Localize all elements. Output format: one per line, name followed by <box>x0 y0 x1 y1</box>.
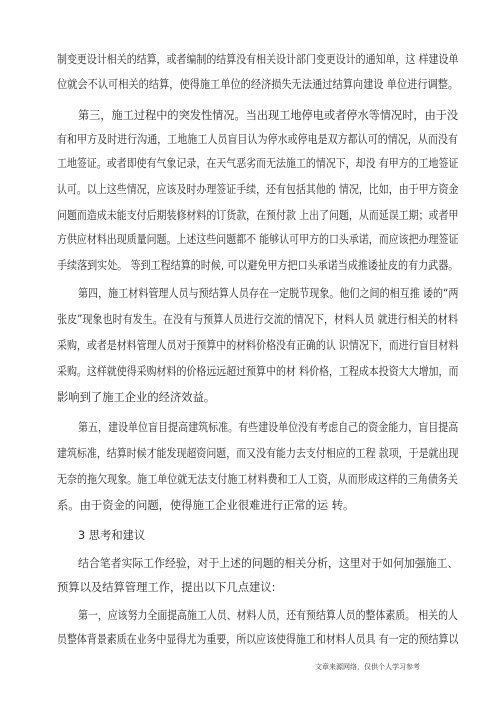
text-line: 系。由于资金的问题，使得施工企业很难进行正常的运 转。 <box>57 499 355 512</box>
paragraph-start-line: 结合笔者实际工作经验，对于上述的问题的相关分析，这里对于如何加强施工、 <box>78 557 459 570</box>
paragraph-start-line: 第四，施工材料管理人员与预结算人员存在一定脱节现象。他们之间的相互推 诿的“两 <box>78 287 459 300</box>
text-line: 位就会不认可相关的结算，使得施工单位的经济损失无法通过结算向建设 单位进行调整。 <box>57 78 459 91</box>
text-line: 预算以及结算管理工作，提出以下几点建议: <box>57 581 276 594</box>
text-line: 无奈的拖欠现象。施工单位就无法支付施工材料费和工人工资，从而形成这样的三角债务关 <box>57 473 458 486</box>
text-line: 工地签证。或者即使有气象记录，在天气恶劣而无法施工的情况下，却没 有甲方的工地签证 <box>57 157 459 170</box>
text-line: 采购。这样就使得采购材料的价格远远超过预算中的材 料价格，工程成本投资大大增加，而 <box>57 365 459 378</box>
text-line: 制变更设计相关的结算，或者编制的结算没有相关设计部门变更设计的通知单，这 样建设单 <box>57 53 459 66</box>
footer-note: 文章来源网络，仅供个人学习参考 <box>315 663 420 671</box>
text-line: 有和甲方及时进行沟通，工地施工人员盲目认为停水或停电是双方都认可的情况，从而没有 <box>57 133 458 146</box>
text-line: 张皮”现象也时有发生。在没有与预算人员进行交流的情况下，材料人员 就进行相关的材料 <box>57 313 459 326</box>
section-heading: 3 思考和建议 <box>78 529 146 542</box>
paragraph-start-line: 第五，建设单位盲目提高建筑标准。有些建设单位没有考虑自己的资金能力，盲目提高 <box>78 421 459 434</box>
text-line: 员整体背景素质在业务中显得尤为重要，所以应该使得施工和材料人员具 有一定的预结算以 <box>57 633 459 646</box>
text-line: 手续落到实处。 等到工程结算的时候, 可以避免甲方把口头承诺当成推诿扯皮的有力武器。 <box>57 259 459 272</box>
text-line: 建筑标准，结算时候才能发现超资问题，而又没有能力去支付相应的工程 款项，于是就出现 <box>57 447 459 460</box>
paragraph-start-line: 第一，应该努力全面提高施工人员、材料人员，还有预结算人员的整体素质。 相关的人 <box>78 609 458 622</box>
text-line: 问题而造成未能支付后期装修材料的订货款，在预付款 上出了问题，从而延误工期；或者甲 <box>57 209 459 222</box>
text-line: 方供应材料出现质量问题。上述这些问题都不 能够认可甲方的口头承诺，而应该把办理签证 <box>57 233 459 246</box>
text-line: 影响到了施工企业的经济效益。 <box>57 391 216 404</box>
text-line: 采购，或者是材料管理人员对于预算中的材料价格没有正确的认 识情况下，而进行盲目材料 <box>57 339 459 352</box>
paragraph-start-line: 第三，施工过程中的突发性情况。当出现工地停电或者停水等情况时，由于没 <box>78 109 459 122</box>
text-line: 认可。以上这些情况，应该及时办理签证手续，还有包括其他的 情况，比如，由于甲方资金 <box>57 183 459 196</box>
